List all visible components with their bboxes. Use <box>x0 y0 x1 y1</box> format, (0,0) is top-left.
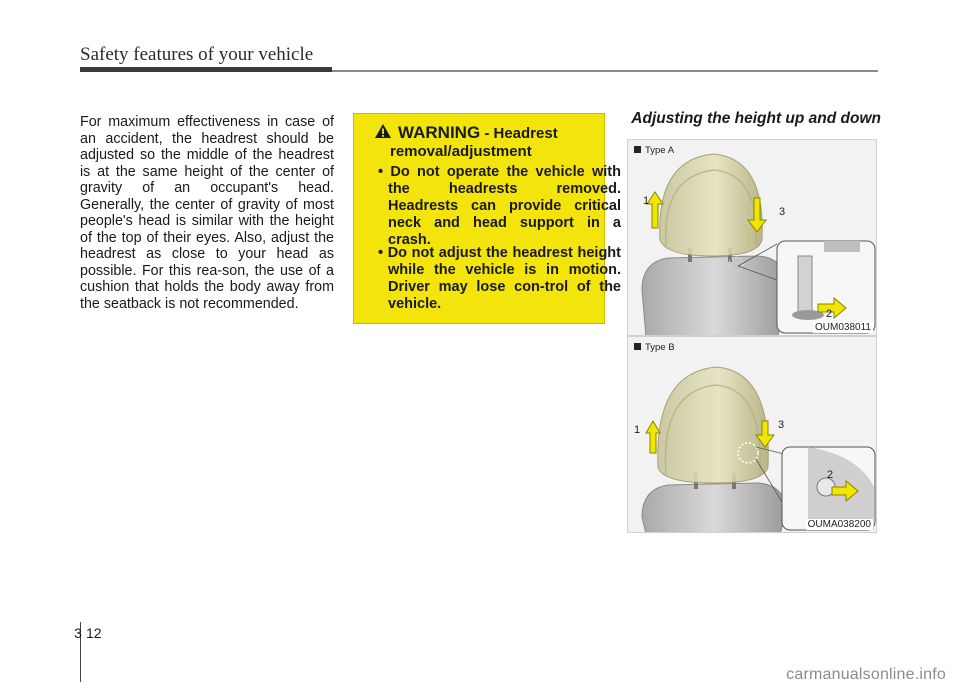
callout-1: 1 <box>643 195 650 207</box>
callout-2: 2 <box>827 469 834 481</box>
figure-type-label <box>634 342 675 353</box>
page-header-title: Safety features of your vehicle <box>80 44 314 65</box>
warning-item-text: Do not operate the vehicle with the headrests removed. Headrests can provide critical neck and head support in a crash. <box>388 164 621 248</box>
warning-item: • Do not operate the vehicle with the headrests removed. Headrests can provide critical neck and head support in a crash. <box>378 164 621 248</box>
figure-type-label-text: Type A <box>645 145 675 156</box>
section-heading: Adjusting the height up and down <box>631 110 881 127</box>
warning-title <box>398 124 598 142</box>
warning-item: • Do not adjust the headrest height while the vehicle is in motion. Driver may lose con-trol of the vehicle. <box>378 245 621 312</box>
callout-3: 3 <box>779 206 786 218</box>
warning-title-topic: - Headrest <box>480 125 558 142</box>
body-paragraph: For maximum effectiveness in case of an accident, the headrest should be adjusted so the middle of the headrest is at the same height of the center of gravity of an occupant's head. Generally, the center of gravity of most people's head is similar with the height of the top of their eyes. Also, adjust the headrest as close to your head as possible. For this rea-son, the use of a cushion that holds the body away from the seatback is not recommended. <box>80 114 334 313</box>
figure-code: OUMA038200 <box>807 519 871 530</box>
figure-type-label-text: Type B <box>645 342 675 353</box>
warning-triangle-icon <box>374 123 392 139</box>
header-rule-light <box>332 70 878 72</box>
figure-type-a <box>627 139 877 336</box>
callout-1: 1 <box>634 424 641 436</box>
figure-code: OUM038011 <box>815 322 871 333</box>
warning-title-word: WARNING <box>398 123 481 142</box>
callout-2: 2 <box>826 308 833 320</box>
figure-type-b <box>627 336 877 533</box>
watermark: carmanualsonline.info <box>786 666 946 683</box>
headrest-illustration-a <box>628 140 877 336</box>
warning-subtitle: removal/adjustment <box>390 143 532 160</box>
headrest-illustration-b <box>628 337 877 533</box>
warning-box <box>353 113 621 324</box>
callout-3: 3 <box>778 419 785 431</box>
page-number: 12 <box>86 625 102 641</box>
chapter-number: 3 <box>74 625 82 641</box>
figure-type-label <box>634 145 674 156</box>
header-rule-dark <box>80 67 332 72</box>
warning-item-text: Do not adjust the headrest height while the vehicle is in motion. Driver may lose con-trol of the vehicle. <box>387 245 621 312</box>
